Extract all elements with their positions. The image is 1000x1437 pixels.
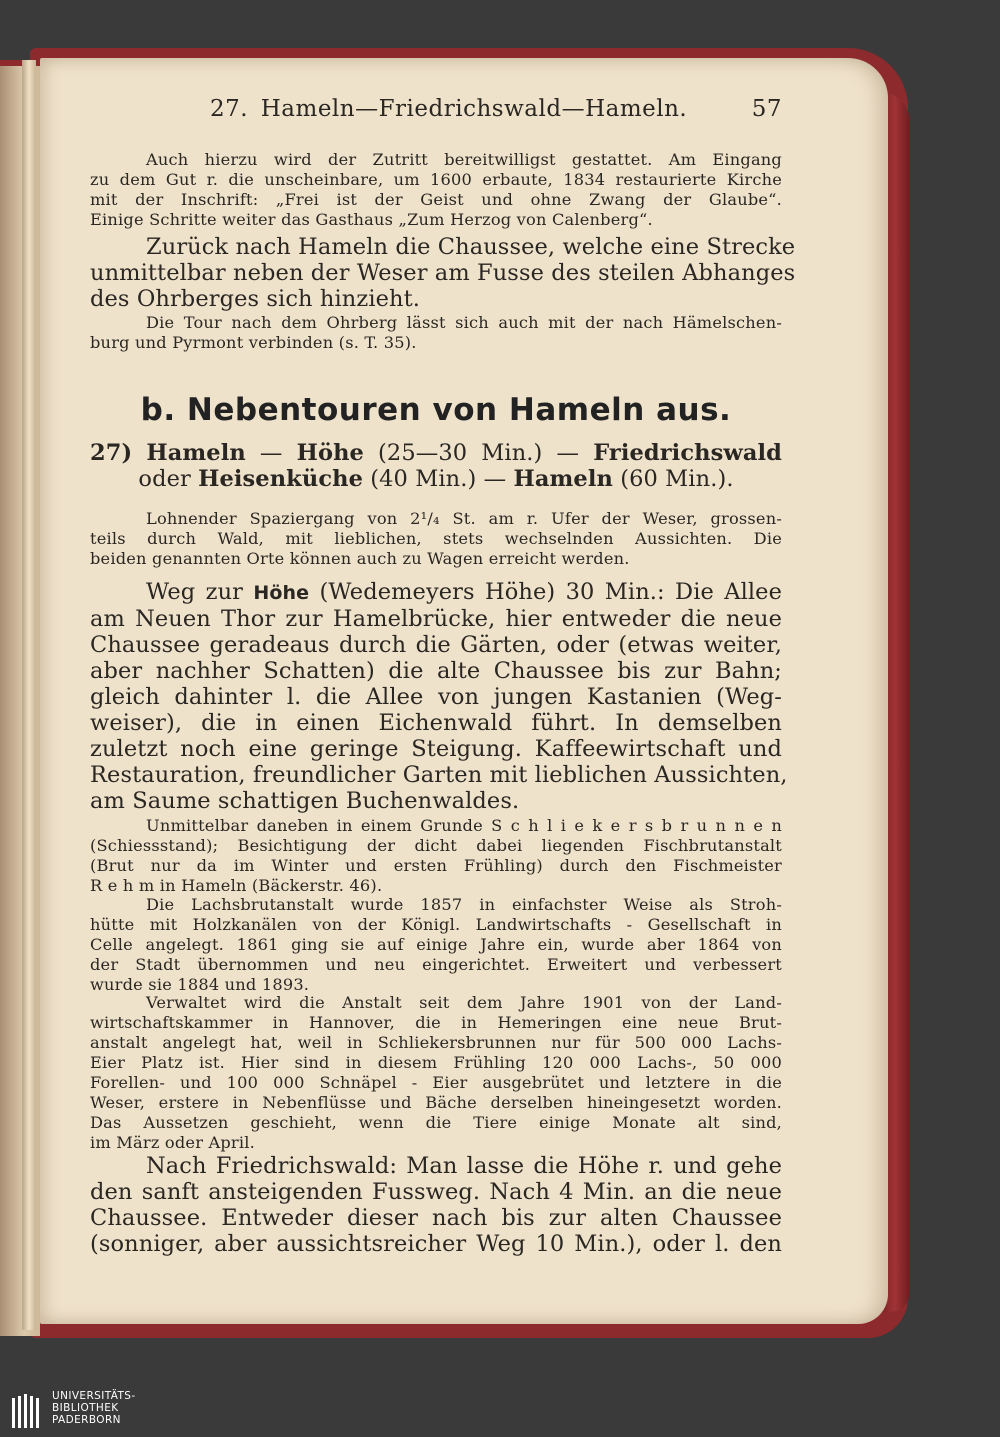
logo-line: BIBLIOTHEK: [52, 1402, 119, 1414]
text-line: Unmittelbar daneben in einem Grunde S c h l i e k e r s b r u n n e n: [146, 816, 782, 835]
book-gutter: [22, 60, 36, 1330]
text-line: beiden genannten Orte können auch zu Wagen erreicht werden.: [90, 549, 630, 568]
logo-line: PADERBORN: [52, 1414, 121, 1426]
text-line: Celle angelegt. 1861 ging sie auf einige Jahre ein, wurde aber 1864 von: [90, 935, 782, 954]
tour-title-line-1: [90, 440, 782, 466]
paragraph-large-2: [90, 579, 788, 814]
footer-bar: [0, 1390, 1000, 1437]
text-line: Chaussee geradeaus durch die Gärten, oder (etwas weiter,: [90, 632, 782, 658]
tour-place-hameln: Hameln: [146, 440, 246, 466]
logo-line: UNIVERSITÄTS-: [52, 1390, 136, 1402]
text-line: [90, 579, 782, 606]
text-line: Verwaltet wird die Anstalt seit dem Jahre 1901 von der Land-: [146, 993, 782, 1012]
text-line: mit der Inschrift: „Frei ist der Geist und ohne Zwang der Glaube“.: [90, 190, 782, 209]
text-line: zuletzt noch eine geringe Steigung. Kaffeewirtschaft und: [90, 736, 782, 762]
tour-place-heisenkueche: Heisenküche: [198, 466, 363, 492]
tour-title: [90, 440, 782, 492]
text-line: Die Lachsbrutanstalt wurde 1857 in einfachster Weise als Stroh-: [146, 895, 782, 914]
running-header: [90, 96, 782, 126]
text-line: Lohnender Spaziergang von 2¹/₄ St. am r. Ufer der Weser, grossen-: [146, 509, 782, 528]
text-span: (60 Min.).: [612, 466, 734, 492]
text-span: oder: [138, 466, 199, 492]
paragraph-small-2: [90, 313, 782, 353]
tour-place-hoehe: Höhe: [296, 440, 364, 466]
text-line: wurde sie 1884 und 1893.: [90, 975, 310, 994]
text-line: wirtschaftskammer in Hannover, die in Hemeringen eine neue Brut-: [90, 1013, 782, 1032]
library-logo-icon: [10, 1392, 44, 1432]
text-span-hoehe: Höhe: [253, 582, 310, 604]
section-heading: b. Nebentouren von Hameln aus.: [140, 392, 732, 428]
text-line: am Saume schattigen Buchenwaldes.: [90, 788, 520, 814]
text-line: burg und Pyrmont verbinden (s. T. 35).: [90, 333, 417, 352]
text-span: (40 Min.) —: [363, 466, 514, 492]
text-span: Weg zur: [146, 579, 254, 605]
text-line: Die Tour nach dem Ohrberg lässt sich auch mit der nach Hämelschen-: [146, 313, 782, 332]
paragraph-small-1: [90, 150, 782, 230]
text-line: (Schiessstand); Besichtigung der dicht dabei liegenden Fischbrutanstalt: [90, 836, 782, 855]
text-line: aber nachher Schatten) die alte Chaussee bis zur Bahn;: [90, 658, 782, 684]
text-line: teils durch Wald, mit lieblichen, stets wechselnden Aussichten. Die: [90, 529, 782, 548]
text-line: hütte mit Holzkanälen von der Königl. Landwirtschafts - Gesellschaft in: [90, 915, 782, 934]
text-line: den sanft ansteigenden Fussweg. Nach 4 Min. an die neue: [90, 1179, 782, 1205]
text-line: anstalt angelegt hat, weil in Schliekersbrunnen nur für 500 000 Lachs-: [90, 1033, 782, 1052]
tour-place-friedrichswald: Friedrichswald: [593, 440, 782, 466]
paragraph-small-4: [90, 816, 782, 896]
text-line: Restauration, freundlicher Garten mit lieblichen Aussichten,: [90, 762, 788, 788]
text-span: (25—30 Min.) —: [363, 440, 594, 466]
tour-number: 27): [90, 440, 133, 466]
text-line: der Stadt übernommen und neu eingerichtet. Erweitert und verbessert: [90, 955, 782, 974]
text-line: Weser, erstere in Nebenflüsse und Bäche derselben hineingesetzt worden.: [90, 1093, 782, 1112]
text-line: zu dem Gut r. die unscheinbare, um 1600 erbaute, 1834 restaurierte Kirche: [90, 170, 782, 189]
chapter-number: 27.: [210, 96, 249, 122]
text-line: Chaussee. Entweder dieser nach bis zur alten Chaussee: [90, 1205, 782, 1231]
text-line: R e h m in Hameln (Bäckerstr. 46).: [90, 876, 383, 895]
text-line: Das Aussetzen geschieht, wenn die Tiere einige Monate alt sind,: [90, 1113, 782, 1132]
paragraph-large-1: [90, 234, 796, 312]
page-number: 57: [751, 96, 782, 122]
paragraph-small-5: [90, 895, 782, 995]
text-line: Auch hierzu wird der Zutritt bereitwilligst gestattet. Am Eingang: [146, 150, 782, 169]
running-title: Hameln—Friedrichswald—Hameln.: [260, 96, 688, 122]
tour-title-line-2: [90, 466, 782, 492]
library-logo-text: [52, 1390, 136, 1426]
text-line: Einige Schritte weiter das Gasthaus „Zum Herzog von Calenberg“.: [90, 210, 653, 229]
text-line: (Brut nur da im Winter und ersten Frühling) durch den Fischmeister: [90, 856, 782, 875]
text-line: Eier Platz ist. Hier sind in diesem Frühling 120 000 Lachs-, 50 000: [90, 1053, 782, 1072]
text-line: (sonniger, aber aussichtsreicher Weg 10 Min.), oder l. den: [90, 1231, 782, 1257]
tour-place-hameln-return: Hameln: [513, 466, 613, 492]
text-line: im März oder April.: [90, 1133, 255, 1152]
text-line: weiser), die in einen Eichenwald führt. In demselben: [90, 710, 782, 736]
text-line: Zurück nach Hameln die Chaussee, welche eine Strecke: [146, 234, 796, 260]
text-line: Forellen- und 100 000 Schnäpel - Eier ausgebrütet und letztere in die: [90, 1073, 782, 1092]
text-span: —: [245, 440, 297, 466]
paragraph-large-3: [90, 1153, 782, 1257]
text-line: am Neuen Thor zur Hamelbrücke, hier entweder die neue: [90, 606, 782, 632]
text-line: des Ohrberges sich hinzieht.: [90, 286, 421, 312]
paragraph-small-3: [90, 509, 782, 569]
text-line: Nach Friedrichswald: Man lasse die Höhe r. und gehe: [146, 1153, 782, 1179]
paragraph-small-6: [90, 993, 782, 1153]
text-span: (Wedemeyers Höhe) 30 Min.: Die Allee: [309, 579, 783, 605]
text-line: unmittelbar neben der Weser am Fusse des steilen Abhanges: [90, 260, 796, 286]
text-line: gleich dahinter l. die Allee von jungen Kastanien (Weg-: [90, 684, 782, 710]
